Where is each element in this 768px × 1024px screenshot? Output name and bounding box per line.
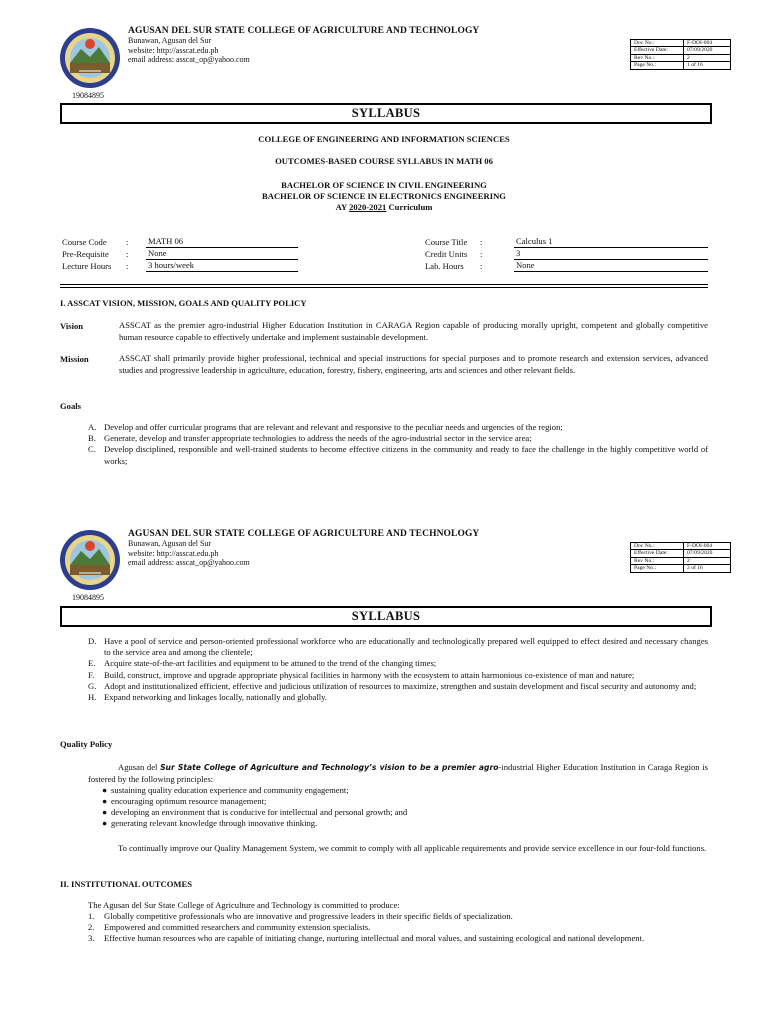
list-item <box>88 444 708 466</box>
doc-label: Effective Date: <box>631 550 684 557</box>
item-text: Acquire state-of-the-art facilities and equipment to be attuned to the trend of the changing times; <box>104 658 437 669</box>
qp-intro-b: Sur State College of Agriculture and Technology’s vision to be a premier agro <box>160 763 499 772</box>
item-marker: 2. <box>88 922 95 933</box>
colon: : <box>126 249 129 259</box>
doc-value: 2 <box>684 557 731 564</box>
institution-address: Bunawan, Agusan del Sur <box>128 539 212 548</box>
course-syllabus-title: OUTCOMES-BASED COURSE SYLLABUS IN MATH 06 <box>275 156 493 166</box>
goals-list-page2 <box>88 636 708 703</box>
doc-row <box>631 565 731 572</box>
list-item <box>102 807 407 818</box>
institution-email: email address: asscat_op@yahoo.com <box>128 558 250 567</box>
doc-value: 07/09/2020 <box>684 47 731 54</box>
college-seal-logo <box>59 529 121 591</box>
institution-website: website: http://asscat.edu.ph <box>128 548 219 558</box>
list-item <box>88 433 708 444</box>
page-2 <box>0 500 768 1024</box>
doc-row <box>631 62 731 69</box>
list-item <box>88 911 708 922</box>
item-text: Adopt and institutionalized efficient, effective and judicious utilization of resources to maximize, strengthen and sustain development and fiscal security and autonomy and; <box>104 680 697 691</box>
item-marker: G. <box>88 680 97 691</box>
goals-label: Goals <box>60 401 82 411</box>
institutional-outcomes-list <box>88 911 708 945</box>
mission-label: Mission <box>60 354 89 364</box>
list-item <box>88 658 708 669</box>
document-control-table <box>630 542 731 573</box>
college-seal-logo <box>59 27 121 89</box>
goals-list-page1 <box>88 422 708 467</box>
program-electronics: BACHELOR OF SCIENCE IN ELECTRONICS ENGINEERING <box>262 191 506 201</box>
course-code-label: Course Code <box>62 237 107 247</box>
item-marker: H. <box>88 692 97 703</box>
colon: : <box>480 249 483 259</box>
item-text: Globally competitive professionals who are innovative and progressive leaders in their specific fields of specialization. <box>104 911 513 921</box>
item-text: developing an environment that is conducive for intellectual and personal growth; and <box>111 807 408 817</box>
list-item <box>88 922 708 933</box>
curriculum-ay: 2020-2021 <box>349 202 387 212</box>
document-control-table <box>630 39 731 70</box>
item-text: Effective human resources who are capable of initiating change, nurturing intellectual and moral values, and sustaining ecological and national development. <box>104 933 645 944</box>
doc-row <box>631 550 731 557</box>
syllabus-title-bar: SYLLABUS <box>60 103 712 124</box>
doc-value: F-DOI-004 <box>684 40 731 47</box>
doc-row <box>631 543 731 550</box>
item-marker: A. <box>88 422 97 432</box>
doc-row <box>631 40 731 47</box>
divider <box>60 287 708 288</box>
mission-text: ASSCAT shall primarily provide higher professional, technical and special instructions for special purposes and to promote research and extension services, advanced studies and progressive leadership in agriculture, education, forestry, fishery, engineering, arts and sciences and other relevant fields. <box>119 353 708 375</box>
bullet-icon: ● <box>102 807 108 817</box>
colon: : <box>480 237 483 247</box>
logo-id-number: 19084895 <box>72 91 104 100</box>
doc-label: Rev No.: <box>631 557 684 564</box>
list-item <box>102 818 407 829</box>
institution-address: Bunawan, Agusan del Sur <box>128 36 212 45</box>
institution-header <box>128 26 479 65</box>
doc-value: 07/09/2020 <box>684 550 731 557</box>
bullet-icon: ● <box>102 785 108 795</box>
bullet-icon: ● <box>102 796 108 806</box>
quality-policy-closing: To continually improve our Quality Management System, we commit to comply with all applicable requirements and provide service excellence in our four-fold functions. <box>118 843 707 853</box>
list-item <box>88 692 708 703</box>
logo-id-number: 19084895 <box>72 593 104 602</box>
lecture-hours-value: 3 hours/week <box>146 260 298 272</box>
item-text: Expand networking and linkages locally, nationally and globally. <box>104 692 327 703</box>
lecture-hours-label: Lecture Hours <box>62 261 112 271</box>
doc-row <box>631 47 731 54</box>
item-text: Build, construct, improve and upgrade appropriate physical facilities in harmony with the ecosystem to attain harmonious co-existence of man and nature; <box>104 669 635 680</box>
section-2-title: II. INSTITUTIONAL OUTCOMES <box>60 879 193 889</box>
quality-policy-label: Quality Policy <box>60 739 113 749</box>
list-item <box>102 796 407 807</box>
item-text: Have a pool of service and person-oriented professional workforce who are educationally and technologically prepared well equipped to effect desired and necessary changes to the service area and among the clientele; <box>104 636 708 658</box>
divider <box>60 284 708 285</box>
item-text: Develop disciplined, responsible and well-trained students to become effective citizens in the community and ready to face the challenge in the highly competitive world of works; <box>104 444 708 466</box>
college-name: COLLEGE OF ENGINEERING AND INFORMATION SCIENCES <box>258 134 510 144</box>
item-text: generating relevant knowledge through innovative thinking. <box>111 818 318 828</box>
vision-text: ASSCAT as the premier agro-industrial Higher Education Institution in CARAGA Region capable of producing morally upright, competent and globally competitive human resource capable to effectively undertake and implement sustainable development. <box>119 320 708 342</box>
doc-label: Page No.: <box>631 62 684 69</box>
list-item <box>88 933 708 944</box>
item-text: sustaining quality education experience and community engagement; <box>111 785 349 795</box>
item-text: Develop and offer curricular programs that are relevant and relevant and responsive to the peculiar needs and urgencies of the region; <box>104 422 563 432</box>
course-title-label: Course Title <box>425 237 468 247</box>
curriculum-prefix: AY <box>335 202 350 212</box>
lab-hours-value: None <box>514 260 708 272</box>
credit-units-label: Credit Units <box>425 249 468 259</box>
list-item <box>88 636 708 658</box>
institution-header <box>128 529 479 568</box>
institutional-intro: The Agusan del Sur State College of Agriculture and Technology is committed to produce: <box>88 900 400 910</box>
doc-label: Doc No.: <box>631 543 684 550</box>
item-marker: B. <box>88 433 96 444</box>
doc-row <box>631 54 731 61</box>
doc-label: Page No.: <box>631 565 684 572</box>
doc-label: Rev No.: <box>631 54 684 61</box>
curriculum-year <box>0 202 768 212</box>
doc-value: F-DOI-004 <box>684 543 731 550</box>
quality-policy-intro <box>88 762 708 785</box>
course-title-value: Calculus 1 <box>514 236 708 248</box>
lab-hours-label: Lab. Hours <box>425 261 464 271</box>
prerequisite-label: Pre-Requisite <box>62 249 109 259</box>
syllabus-title-bar: SYLLABUS <box>60 606 712 627</box>
doc-row <box>631 557 731 564</box>
item-text: encouraging optimum resource management; <box>111 796 267 806</box>
list-item <box>102 785 407 796</box>
page-1 <box>0 0 768 500</box>
page-number: 1 of 16 <box>684 62 731 69</box>
institution-email: email address: asscat_op@yahoo.com <box>128 55 250 64</box>
item-marker: C. <box>88 444 96 455</box>
item-marker: D. <box>88 636 97 646</box>
colon: : <box>126 261 129 271</box>
course-code-value: MATH 06 <box>146 236 298 248</box>
institution-name: AGUSAN DEL SUR STATE COLLEGE OF AGRICULTURE AND TECHNOLOGY <box>128 529 480 539</box>
item-marker: F. <box>88 669 95 680</box>
curriculum-suffix: Curriculum <box>386 202 433 212</box>
list-item <box>88 422 708 433</box>
item-marker: 3. <box>88 933 95 944</box>
item-marker: 1. <box>88 911 95 921</box>
item-text: Generate, develop and transfer appropriate technologies to address the needs of the agro-industrial sector in the service area; <box>104 433 532 444</box>
list-item <box>88 681 708 692</box>
item-text: Empowered and committed researchers and community extension specialists. <box>104 922 371 933</box>
vision-label: Vision <box>60 321 84 331</box>
colon: : <box>480 261 483 271</box>
list-item <box>88 670 708 681</box>
prerequisite-value: None <box>146 248 298 260</box>
quality-principles-list <box>102 785 407 829</box>
colon: : <box>126 237 129 247</box>
doc-label: Effective Date: <box>631 47 684 54</box>
institution-name: AGUSAN DEL SUR STATE COLLEGE OF AGRICULTURE AND TECHNOLOGY <box>128 26 480 36</box>
credit-units-value: 3 <box>514 248 708 260</box>
doc-value: 2 <box>684 54 731 61</box>
program-civil: BACHELOR OF SCIENCE IN CIVIL ENGINEERING <box>281 180 487 190</box>
qp-intro-c: -industrial Higher Education Institution in Caraga Region is fostered by the following principles: <box>88 762 708 784</box>
section-1-title: I. ASSCAT VISION, MISSION, GOALS AND QUALITY POLICY <box>60 298 307 308</box>
bullet-icon: ● <box>102 818 108 828</box>
page-number: 2 of 16 <box>684 565 731 572</box>
doc-label: Doc No.: <box>631 40 684 47</box>
item-marker: E. <box>88 658 96 669</box>
qp-intro-a: Agusan del <box>118 762 161 772</box>
institution-website: website: http://asscat.edu.ph <box>128 45 219 55</box>
